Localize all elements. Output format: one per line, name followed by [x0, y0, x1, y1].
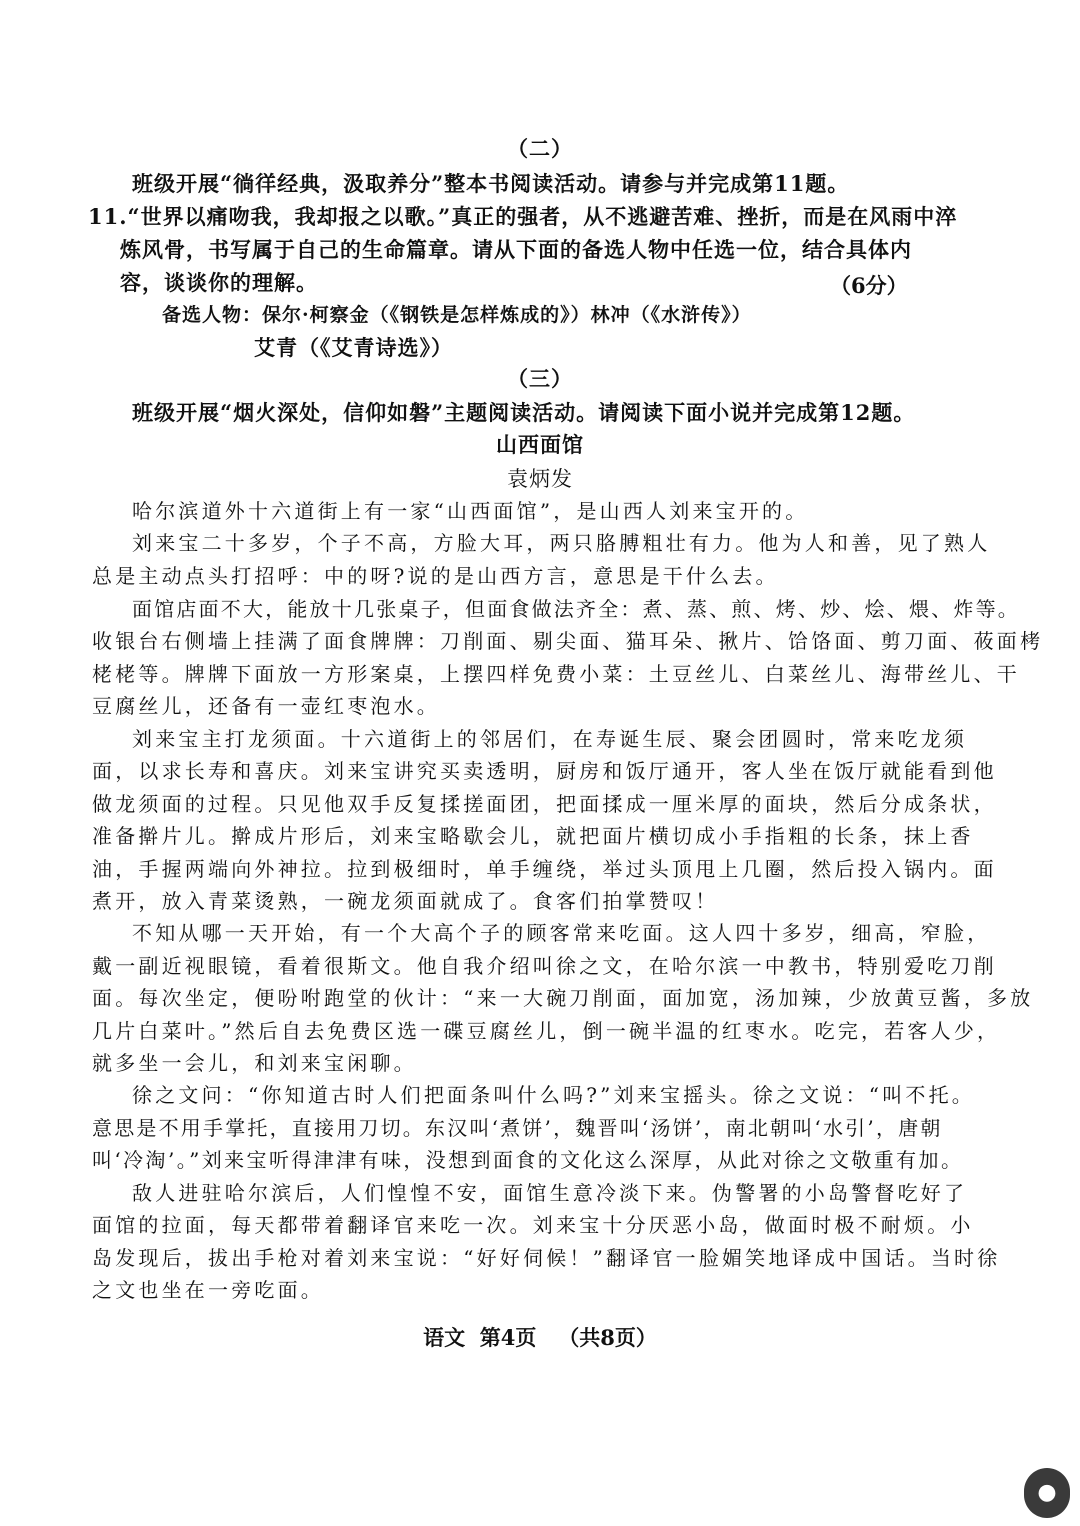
story-line: 栳栳等。牌牌下面放一方形案桌，上摆四样免费小菜：土豆丝儿、白菜丝儿、海带丝儿、干	[92, 662, 1020, 686]
story-line: 油，手握两端向外神拉。拉到极细时，单手缠绕，举过头顶甩上几圈，然后投入锅内。面	[92, 857, 997, 881]
story-line: 徐之文问：“你知道古时人们把面条叫什么吗?”刘来宝摇头。徐之文说：“叫不托。	[132, 1083, 975, 1107]
story-line: 面，以求长寿和喜庆。刘来宝讲究买卖透明，厨房和饭厅通开，客人坐在饭厅就能看到他	[92, 759, 997, 783]
circle-logo-icon[interactable]: ●	[1024, 1468, 1070, 1518]
question-11-line-3: 容，谈谈你的理解。	[120, 270, 318, 295]
story-line: 戴一副近视眼镜，看着很斯文。他自我介绍叫徐之文，在哈尔滨一中教书，特别爱吃刀削	[92, 954, 997, 978]
story-line: 总是主动点头打招呼：中的呀?说的是山西方言，意思是干什么去。	[92, 564, 779, 588]
story-line: 意思是不用手掌托，直接用刀切。东汉叫‘煮饼’，魏晋叫‘汤饼’，南北朝叫‘水引’，唐朝	[92, 1116, 943, 1140]
section-heading-3: （三）	[507, 366, 573, 391]
story-line: 豆腐丝儿，还备有一壶红枣泡水。	[92, 694, 440, 718]
story-line: 做龙须面的过程。只见他双手反复揉搓面团，把面揉成一厘米厚的面块，然后分成条状，	[92, 792, 997, 816]
story-line: 哈尔滨道外十六道街上有一家“山西面馆”，是山西人刘来宝开的。	[132, 499, 809, 523]
story-line: 煮开，放入青菜烫熟，一碗龙须面就成了。食客们拍掌赞叹！	[92, 889, 719, 913]
question-11-score: （6分）	[830, 273, 908, 298]
story-line: 收银台右侧墙上挂满了面食牌牌：刀削面、剔尖面、猫耳朵、揪片、饸饹面、剪刀面、莜面栲	[92, 629, 1044, 653]
story-line: 敌人进驻哈尔滨后，人们惶惶不安，面馆生意冷淡下来。伪警署的小岛警督吃好了	[132, 1181, 968, 1205]
story-line: 岛发现后，拔出手枪对着刘来宝说：“好好伺候！”翻译官一脸媚笑地译成中国话。当时徐	[92, 1246, 1001, 1270]
story-line: 刘来宝二十多岁，个子不高，方脸大耳，两只胳膊粗壮有力。他为人和善，见了熟人	[132, 531, 991, 555]
story-line: 叫‘冷淘’。”刘来宝听得津津有味，没想到面食的文化这么深厚，从此对徐之文敬重有加。	[92, 1148, 964, 1172]
question-11-line-2: 炼风骨，书写属于自己的生命篇章。请从下面的备选人物中任选一位，结合具体内	[120, 237, 912, 262]
story-author: 袁炳发	[507, 467, 573, 491]
story-line: 几片白菜叶。”然后自去免费区选一碟豆腐丝儿，倒一碗半温的红枣水。吃完，若客人少，	[92, 1019, 1001, 1043]
story-line: 面馆的拉面，每天都带着翻译官来吃一次。刘来宝十分厌恶小岛，做面时极不耐烦。小	[92, 1213, 974, 1237]
question-11-line-1: 11.“世界以痛吻我，我却报之以歌。”真正的强者，从不逃避苦难、挫折，而是在风雨中淬	[88, 204, 958, 229]
candidates-line-1: 备选人物：保尔·柯察金（《钢铁是怎样炼成的》）林冲（《水浒传》）	[162, 304, 752, 326]
story-line: 面。每次坐定，便吩咐跑堂的伙计：“来一大碗刀削面，面加宽，汤加辣，少放黄豆酱，多放	[92, 986, 1034, 1010]
story-line: 就多坐一会儿，和刘来宝闲聊。	[92, 1051, 417, 1075]
candidates-line-2: 艾青（《艾青诗选》）	[254, 335, 453, 360]
section-intro-3: 班级开展“烟火深处，信仰如磐”主题阅读活动。请阅读下面小说并完成第12题。	[132, 400, 916, 425]
section-heading-2: （二）	[507, 136, 573, 161]
story-line: 准备擀片儿。擀成片形后，刘来宝略歇会儿，就把面片横切成小手指粗的长条，抹上香	[92, 824, 974, 848]
section-intro-2: 班级开展“徜徉经典，汲取养分”整本书阅读活动。请参与并完成第11题。	[132, 171, 850, 196]
page-footer: 语文 第4页 （共8页）	[423, 1325, 657, 1350]
story-line: 之文也坐在一旁吃面。	[92, 1278, 324, 1302]
story-line: 刘来宝主打龙须面。十六道街上的邻居们，在寿诞生辰、聚会团圆时，常来吃龙须	[132, 727, 968, 751]
story-line: 面馆店面不大，能放十几张桌子，但面食做法齐全：煮、蒸、煎、烤、炒、烩、煨、炸等。	[132, 597, 1020, 621]
story-title: 山西面馆	[496, 432, 584, 457]
story-line: 不知从哪一天开始，有一个大高个子的顾客常来吃面。这人四十多岁，细高，窄脸，	[132, 921, 991, 945]
